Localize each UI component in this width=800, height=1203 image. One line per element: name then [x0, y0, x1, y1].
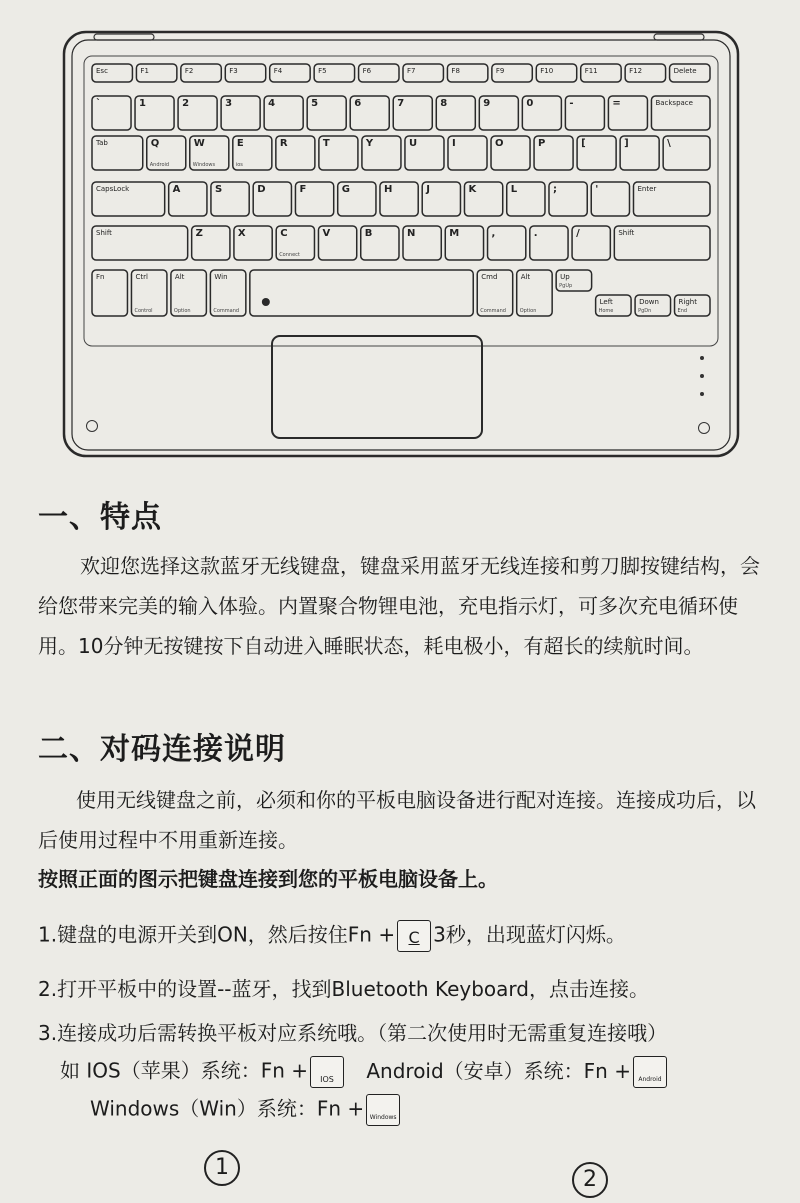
key-label: 4: [268, 98, 276, 109]
key-label: \: [667, 138, 671, 149]
ios-key-icon: [310, 1056, 344, 1088]
key-label: F7: [407, 67, 416, 75]
key-label: Up: [560, 273, 570, 281]
key-label: Shift: [96, 229, 112, 237]
key-c-icon: [397, 920, 431, 952]
key-sublabel: Option: [519, 308, 537, 314]
key-label: /: [576, 228, 580, 239]
key-label: Z: [195, 228, 203, 239]
key-label: Q: [150, 138, 160, 149]
key-label: F12: [629, 67, 643, 75]
key-label: 7: [397, 98, 405, 109]
key-label: G: [341, 184, 350, 195]
key-label: 1: [139, 98, 146, 109]
key-label: T: [322, 138, 330, 149]
key-label: Esc: [96, 67, 108, 75]
android-key-icon: [633, 1056, 667, 1088]
key-label: D: [257, 184, 266, 195]
key-label: =: [612, 98, 621, 109]
key-label: Delete: [673, 67, 697, 75]
key-label: U: [408, 138, 418, 149]
android-key-label: Android: [638, 1076, 662, 1083]
space-dot: [262, 298, 270, 306]
led-dot: [700, 392, 704, 396]
key-sublabel: PgUp: [559, 283, 573, 289]
key-label: F9: [495, 67, 505, 75]
key-label: Down: [639, 298, 659, 306]
key-c-label: C: [408, 928, 420, 947]
step1-text-a: 1.键盘的电源开关到ON，然后按住Fn +: [38, 922, 396, 947]
power-indicator-icon: [86, 420, 98, 432]
key-label: M: [449, 228, 460, 239]
key-label: F6: [362, 67, 372, 75]
key-label: F1: [140, 67, 149, 75]
ios-text: 如 IOS（苹果）系统：Fn +: [60, 1058, 308, 1083]
key-label: H: [383, 184, 393, 195]
keyboard-outline: [62, 30, 740, 458]
key-sublabel: Connect: [279, 252, 300, 258]
key-label: ,: [491, 228, 496, 239]
section1-body: 欢迎您选择这款蓝牙无线键盘，键盘采用蓝牙无线连接和剪刀脚按键结构，会给您带来完美的输入体验。内置聚合物锂电池，充电指示灯，可多次充电循环使用。10分钟无按键按下自动进入睡眠状态，耗电极小，有超长的续航时间。: [38, 554, 760, 658]
key-label: `: [96, 98, 101, 109]
key-label: F5: [318, 67, 327, 75]
key-label: S: [214, 184, 223, 195]
key-label: Win: [214, 273, 228, 281]
key-label: L: [510, 184, 518, 195]
key-label: K: [468, 184, 477, 195]
key-label: C: [280, 228, 288, 239]
key-label: F8: [451, 67, 460, 75]
key-label: .: [533, 228, 538, 239]
key-label: Alt: [174, 273, 185, 281]
section2-title: 二、对码连接说明: [38, 732, 286, 767]
step2-line: 2.打开平板中的设置--蓝牙，找到Bluetooth Keyboard，点击连接。: [38, 977, 649, 1001]
key-label: 0: [526, 98, 534, 109]
key-label: 6: [354, 98, 362, 109]
windows-key-label: Windows: [369, 1114, 397, 1121]
key-sublabel: Android: [149, 162, 170, 168]
key-label: F: [299, 184, 307, 195]
ios-android-line: [60, 1056, 669, 1088]
key-label: -: [569, 98, 574, 109]
key-label: Fn: [96, 273, 105, 281]
key-label: Cmd: [481, 273, 498, 281]
key-label: F3: [229, 67, 238, 75]
key-label: O: [495, 138, 504, 149]
key-label: Shift: [618, 229, 635, 237]
key-label: Left: [599, 298, 613, 306]
keyboard-illustration: [62, 30, 740, 458]
charge-port-icon: [698, 422, 710, 434]
key-label: ;: [552, 184, 557, 195]
key-label: B: [364, 228, 373, 239]
key-label: Tab: [96, 139, 108, 147]
key-sublabel: Command: [480, 308, 506, 314]
key-label: Backspace: [655, 99, 693, 107]
key-label: E: [236, 138, 244, 149]
key-label: 2: [182, 98, 190, 109]
key-label: CapsLock: [96, 185, 130, 193]
key-label: P: [538, 138, 546, 149]
key-space: [250, 270, 473, 316]
key-sublabel: Control: [134, 308, 153, 314]
step3-line: 3.连接成功后需转换平板对应系统哦。（第二次使用时无需重复连接哦）: [38, 1021, 668, 1045]
key-label: V: [322, 228, 331, 239]
key-label: R: [279, 138, 288, 149]
windows-text: Windows（Win）系统：Fn +: [90, 1096, 365, 1121]
key-label: Enter: [637, 185, 657, 193]
key-label: X: [237, 228, 246, 239]
windows-line: [90, 1094, 402, 1126]
android-text: Android（安卓）系统：Fn +: [366, 1058, 631, 1083]
key-sublabel: Command: [213, 308, 240, 314]
key-sublabel: End: [677, 308, 688, 314]
key-label: F4: [273, 67, 283, 75]
key-label: Ctrl: [135, 273, 148, 281]
key-label: 3: [225, 98, 233, 109]
key-label: 9: [483, 98, 491, 109]
key-label: J: [426, 184, 430, 195]
key-label: 5: [311, 98, 319, 109]
key-sublabel: Option: [173, 308, 191, 314]
led-dot: [700, 356, 704, 360]
step1-line: [38, 920, 626, 952]
key-label: F2: [184, 67, 194, 75]
key-label: W: [193, 138, 205, 149]
key-sublabel: Windows: [192, 162, 216, 168]
key-label: [: [581, 138, 586, 149]
key-label: Alt: [520, 273, 531, 281]
led-dot: [700, 374, 704, 378]
step1-text-b: 3秒，出现蓝灯闪烁。: [433, 922, 626, 947]
key-label: F10: [540, 67, 554, 75]
ios-key-label: IOS: [320, 1075, 334, 1084]
windows-key-icon: [366, 1094, 400, 1126]
marker-2: 2: [572, 1162, 608, 1198]
section2-body: 使用无线键盘之前，必须和你的平板电脑设备进行配对连接。连接成功后，以后使用过程中不用重新连接。: [38, 788, 756, 852]
key-sublabel: Home: [598, 308, 614, 314]
section1-title: 一、特点: [38, 500, 162, 535]
key-label: ]: [624, 138, 629, 149]
key-label: A: [172, 184, 181, 195]
key-label: I: [451, 138, 456, 149]
key-label: ': [595, 184, 599, 195]
marker-1: 1: [204, 1150, 240, 1186]
section2-bold-instruction: 按照正面的图示把键盘连接到您的平板电脑设备上。: [38, 867, 498, 891]
key-label: Y: [365, 138, 374, 149]
key-label: N: [407, 228, 416, 239]
key-label: Right: [678, 298, 697, 306]
key-label: 8: [440, 98, 448, 109]
key-sublabel: ios: [235, 162, 243, 168]
key-label: F11: [584, 67, 598, 75]
key-sublabel: PgDn: [638, 308, 652, 314]
